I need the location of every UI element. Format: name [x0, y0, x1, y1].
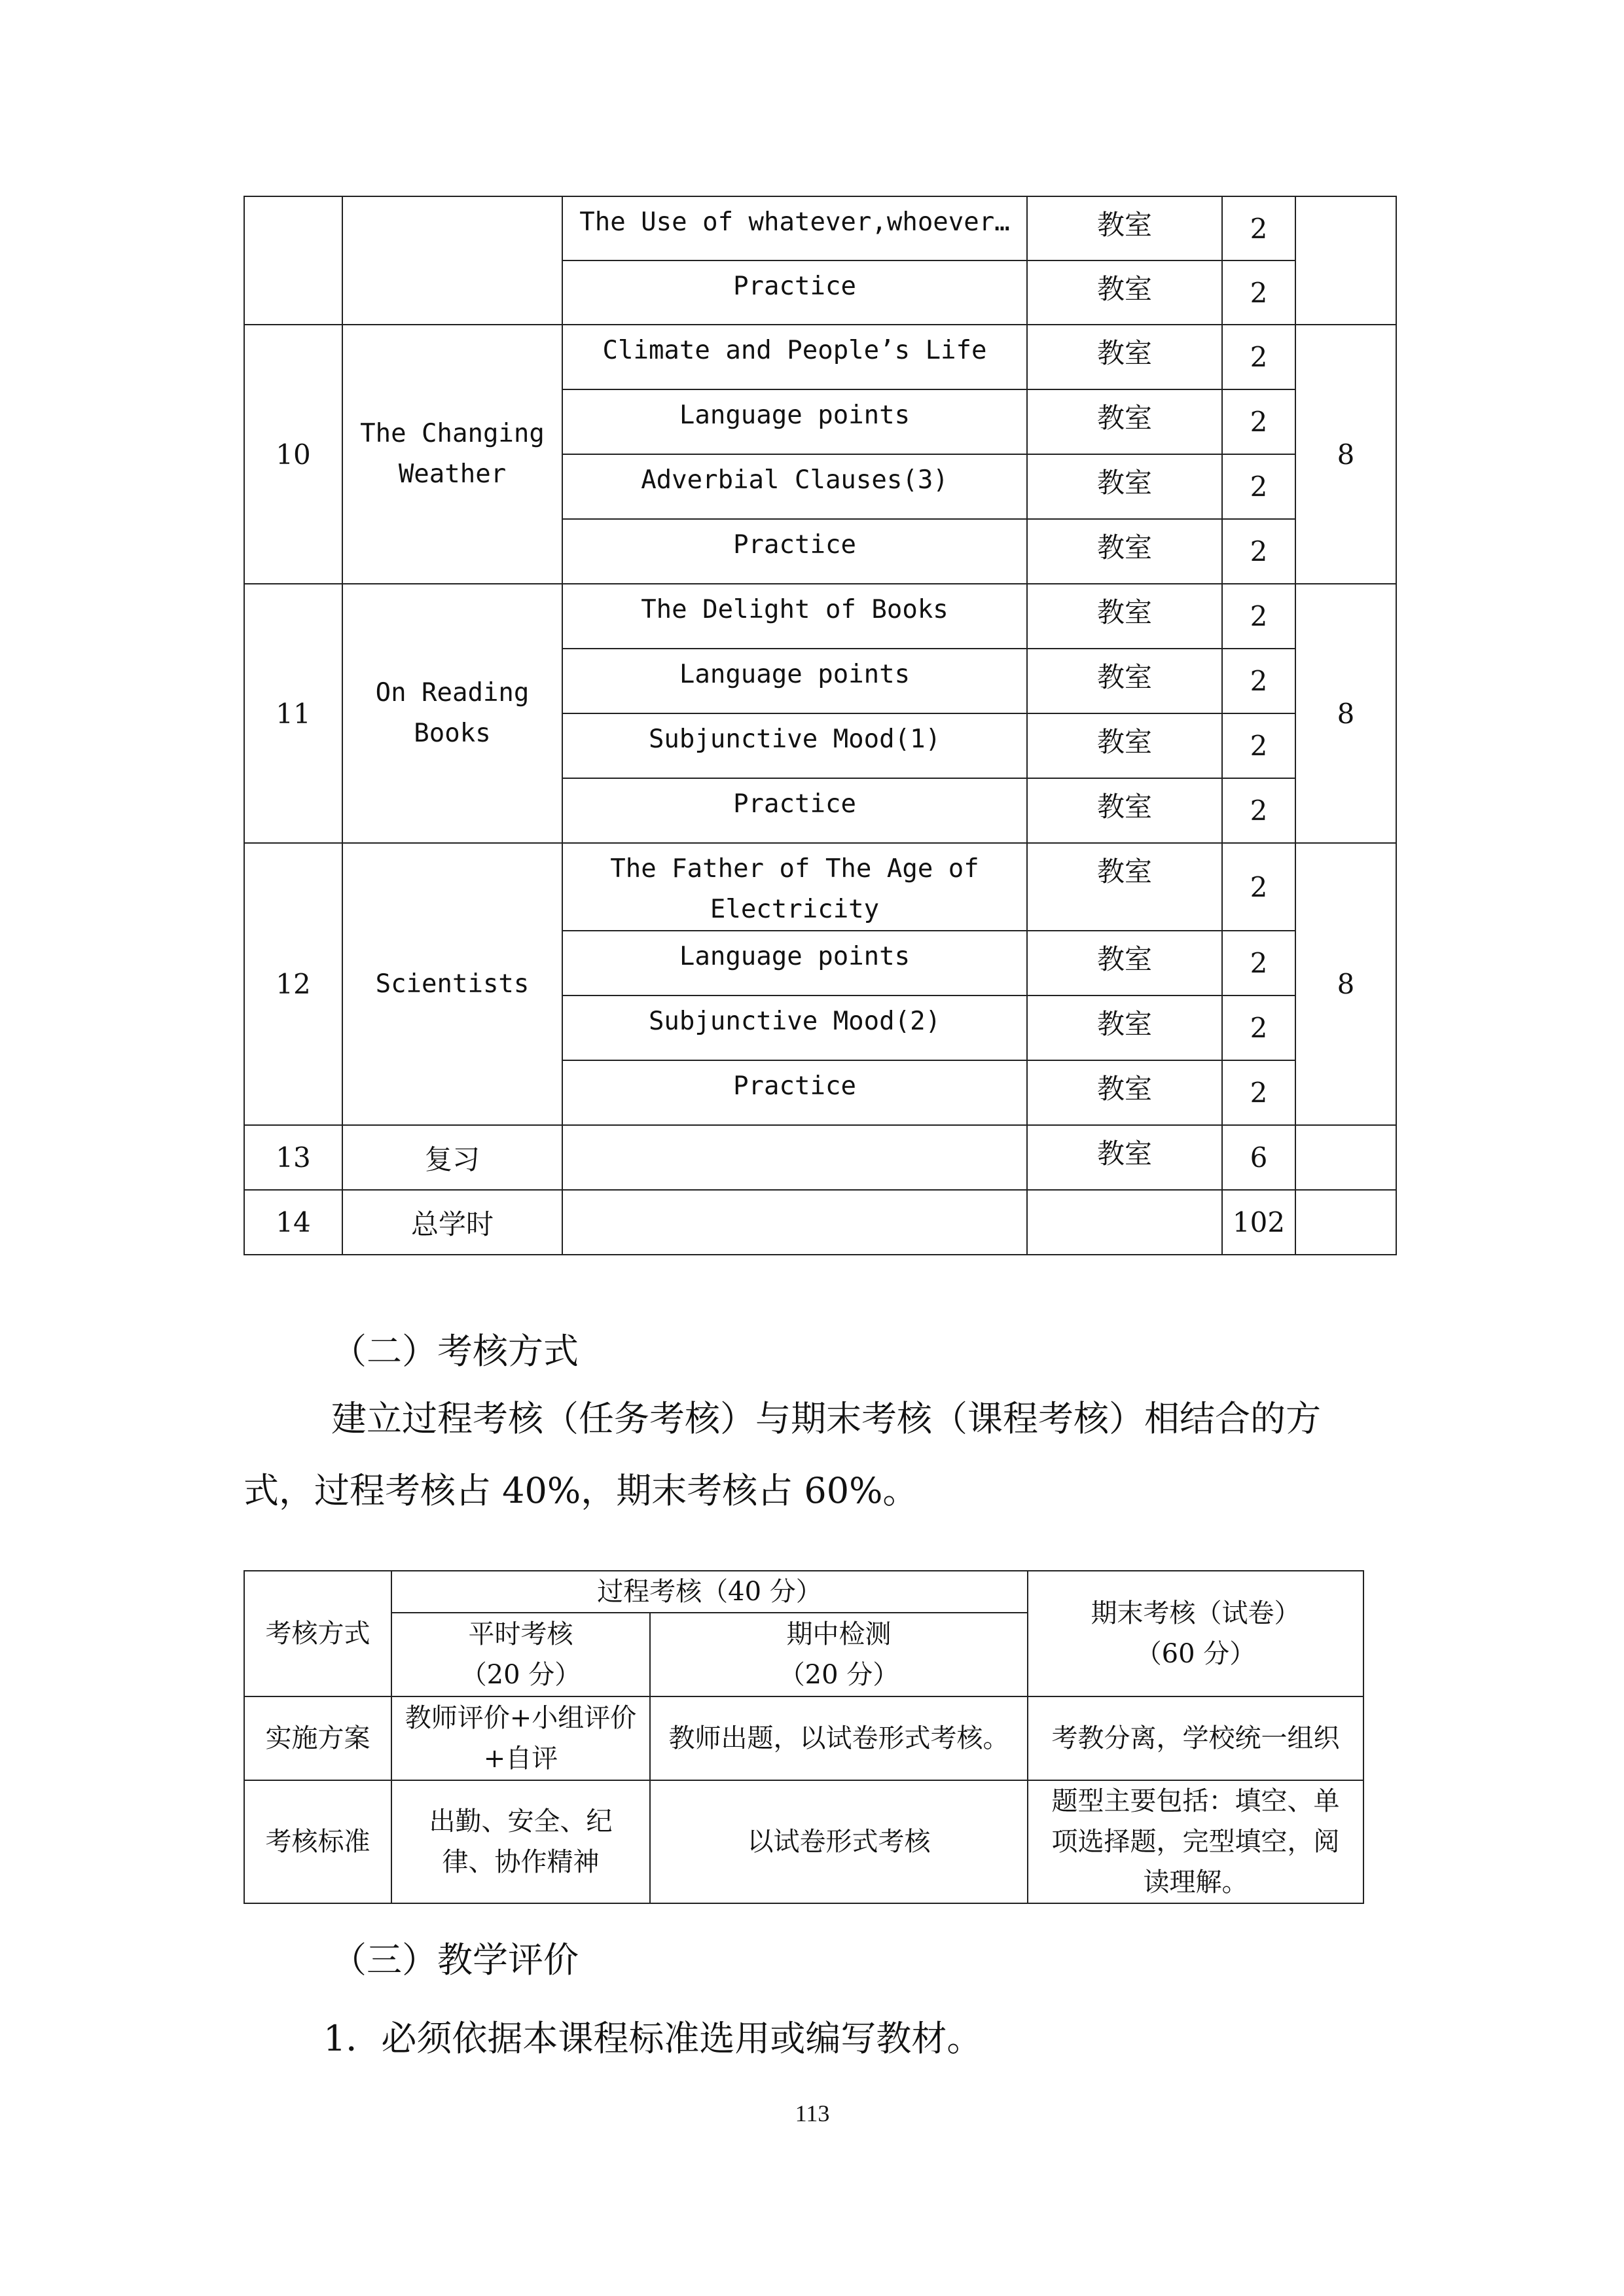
hours-cell: 2	[1222, 996, 1295, 1060]
location-cell: 教室	[1027, 325, 1222, 389]
hours-cell: 2	[1222, 843, 1295, 931]
topic-cell: Adverbial Clauses(3)	[562, 454, 1027, 519]
hours-cell: 2	[1222, 713, 1295, 778]
table-row	[244, 584, 1396, 649]
hours-cell: 2	[1222, 454, 1295, 519]
location-cell: 教室	[1027, 649, 1222, 713]
hours-cell: 2	[1222, 519, 1295, 584]
table-row	[244, 1780, 1363, 1903]
topic-cell: Practice	[562, 778, 1027, 843]
topic-cell: Practice	[562, 519, 1027, 584]
unit-number-cell: 14	[244, 1190, 342, 1255]
location-cell: 教室	[1027, 260, 1222, 325]
row-header-standard: 考核标准	[244, 1780, 391, 1903]
table-row	[244, 196, 1396, 260]
topic-cell: Climate and People’s Life	[562, 325, 1027, 389]
location-cell: 教室	[1027, 519, 1222, 584]
daily-label: 平时考核	[468, 1619, 573, 1649]
unit-total-cell	[1295, 196, 1396, 325]
unit-name-cell	[342, 196, 562, 325]
final-score: （60 分）	[1135, 1639, 1256, 1669]
row-header-method: 考核方式	[244, 1571, 391, 1696]
hours-cell: 2	[1222, 584, 1295, 649]
location-cell: 教室	[1027, 778, 1222, 843]
midterm-score: （20 分）	[778, 1660, 899, 1690]
location-cell	[1027, 1190, 1222, 1255]
final-assessment-header	[1028, 1571, 1363, 1696]
plan-midterm-cell: 教师出题，以试卷形式考核。	[650, 1696, 1028, 1780]
page-number: 113	[795, 2100, 830, 2126]
unit-number-cell: 13	[244, 1125, 342, 1190]
unit-total-cell	[1295, 1190, 1396, 1255]
hours-cell: 2	[1222, 649, 1295, 713]
unit-number-cell: 10	[244, 325, 342, 584]
hours-cell: 2	[1222, 260, 1295, 325]
section-heading-assessment: （二）考核方式	[331, 1331, 579, 1372]
topic-cell: The Delight of Books	[562, 584, 1027, 649]
unit-number-cell: 12	[244, 843, 342, 1125]
standard-daily-cell: 出勤、安全、纪律、协作精神	[391, 1780, 650, 1903]
topic-cell: Language points	[562, 649, 1027, 713]
section-heading-evaluation: （三）教学评价	[331, 1939, 579, 1981]
table-row	[244, 1571, 1363, 1613]
topic-cell	[562, 1190, 1027, 1255]
topic-cell	[562, 1125, 1027, 1190]
unit-name-cell: The Changing Weather	[342, 325, 562, 584]
hours-cell: 2	[1222, 1060, 1295, 1125]
hours-cell: 6	[1222, 1125, 1295, 1190]
daily-score: （20 分）	[460, 1660, 581, 1690]
topic-cell: Practice	[562, 1060, 1027, 1125]
evaluation-item-1: 1．必须依据本课程标准选用或编写教材。	[323, 2018, 983, 2059]
standard-midterm-cell: 以试卷形式考核	[650, 1780, 1028, 1903]
hours-cell: 2	[1222, 196, 1295, 260]
location-cell: 教室	[1027, 931, 1222, 996]
unit-number-cell: 11	[244, 584, 342, 843]
daily-assessment-header	[391, 1613, 650, 1696]
hours-cell: 2	[1222, 778, 1295, 843]
assessment-table	[244, 1570, 1364, 1904]
midterm-label: 期中检测	[786, 1619, 892, 1649]
location-cell: 教室	[1027, 389, 1222, 454]
hours-cell: 2	[1222, 931, 1295, 996]
location-cell: 教室	[1027, 196, 1222, 260]
topic-cell: Subjunctive Mood(2)	[562, 996, 1027, 1060]
unit-total-cell: 8	[1295, 325, 1396, 584]
assessment-paragraph: 建立过程考核（任务考核）与期末考核（课程考核）相结合的方式，过程考核占 40%，期末考核占 60%。	[244, 1398, 1321, 1511]
hours-cell: 2	[1222, 325, 1295, 389]
location-cell: 教室	[1027, 713, 1222, 778]
plan-daily-cell: 教师评价+小组评价+自评	[391, 1696, 650, 1780]
row-header-plan: 实施方案	[244, 1696, 391, 1780]
topic-cell: Subjunctive Mood(1)	[562, 713, 1027, 778]
unit-number-cell	[244, 196, 342, 325]
unit-total-cell: 8	[1295, 584, 1396, 843]
unit-total-cell: 8	[1295, 843, 1396, 1125]
table-row	[244, 325, 1396, 389]
table-row	[244, 843, 1396, 931]
topic-cell: The Use of whatever,whoever…	[562, 196, 1027, 260]
location-cell: 教室	[1027, 996, 1222, 1060]
final-label: 期末考核（试卷）	[1091, 1598, 1301, 1628]
topic-cell: Language points	[562, 931, 1027, 996]
process-assessment-header: 过程考核（40 分）	[391, 1571, 1028, 1613]
topic-cell: Practice	[562, 260, 1027, 325]
standard-final-cell: 题型主要包括：填空、单项选择题，完型填空，阅读理解。	[1028, 1780, 1363, 1903]
location-cell: 教室	[1027, 843, 1222, 931]
unit-total-cell	[1295, 1125, 1396, 1190]
location-cell: 教室	[1027, 584, 1222, 649]
table-row	[244, 1696, 1363, 1780]
table-row	[244, 1125, 1396, 1190]
unit-name-cell: On Reading Books	[342, 584, 562, 843]
unit-name-cell: Scientists	[342, 843, 562, 1125]
location-cell: 教室	[1027, 1125, 1222, 1190]
midterm-assessment-header	[650, 1613, 1028, 1696]
unit-name-cell: 复习	[342, 1125, 562, 1190]
hours-cell: 2	[1222, 389, 1295, 454]
hours-cell: 102	[1222, 1190, 1295, 1255]
location-cell: 教室	[1027, 1060, 1222, 1125]
unit-name-cell: 总学时	[342, 1190, 562, 1255]
table-row	[244, 1190, 1396, 1255]
topic-cell: Language points	[562, 389, 1027, 454]
plan-final-cell: 考教分离，学校统一组织	[1028, 1696, 1363, 1780]
course-schedule-table	[244, 196, 1397, 1255]
topic-cell: The Father of The Age of Electricity	[562, 843, 1027, 931]
location-cell: 教室	[1027, 454, 1222, 519]
